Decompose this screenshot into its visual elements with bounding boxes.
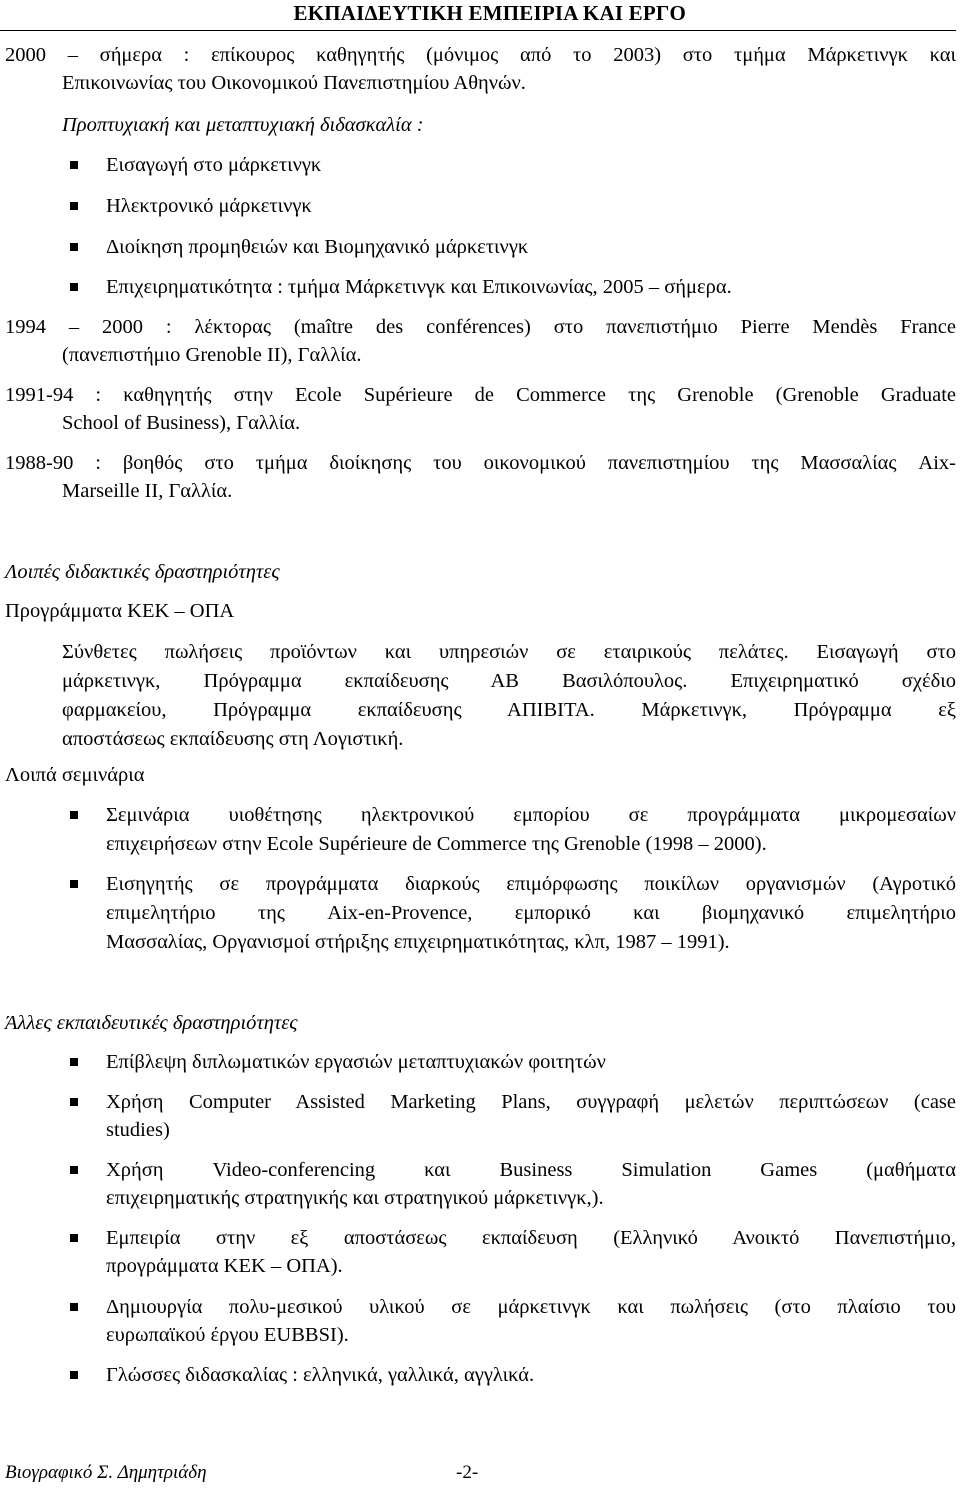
seminar-line: επιμελητήριο της Aix-en-Provence, εμπορικό και βιομηχανικό επιμελητήριο: [106, 902, 956, 924]
other-edu-line: Γλώσσες διδασκαλίας : ελληνικά, γαλλικά, αγγλικά.: [106, 1364, 535, 1386]
footer-author: Βιογραφικό Σ. Δημητριάδη: [5, 1462, 207, 1483]
other-edu-line: προγράμματα ΚΕΚ – ΟΠΑ).: [106, 1255, 343, 1277]
seminar-line: επιχειρήσεων στην Ecole Supérieure de Commerce της Grenoble (1998 – 2000).: [106, 833, 767, 855]
bullet-square-icon: [70, 1371, 78, 1379]
bullet-square-icon: [70, 1098, 78, 1106]
programs-line: Σύνθετες πωλήσεις προϊόντων και υπηρεσιών σε εταιρικούς πελάτες. Εισαγωγή στο: [62, 641, 956, 663]
bullet-square-icon: [70, 1303, 78, 1311]
bullet-square-icon: [70, 1058, 78, 1066]
other-edu-line: Επίβλεψη διπλωματικών εργασιών μεταπτυχιακών φοιτητών: [106, 1051, 606, 1073]
seminar-line: Εισηγητής σε προγράμματα διαρκούς επιμόρφωσης ποικίλων οργανισμών (Αγροτικό: [106, 873, 956, 895]
bullet-square-icon: [70, 1166, 78, 1174]
bullet-square-icon: [70, 1234, 78, 1242]
teaching-item: Διοίκηση προμηθειών και Βιομηχανικό μάρκετινγκ: [106, 236, 529, 258]
bullet-square-icon: [70, 283, 78, 291]
entry-1991-line2: School of Business), Γαλλία.: [62, 412, 301, 434]
other-edu-heading: Άλλες εκπαιδευτικές δραστηριότητες: [5, 1012, 298, 1034]
bullet-square-icon: [70, 811, 78, 819]
entry-1994-line2: (πανεπιστήμιο Grenoble II), Γαλλία.: [62, 344, 362, 366]
other-edu-line: επιχειρηματικής στρατηγικής και στρατηγικού μάρκετινγκ,).: [106, 1187, 604, 1209]
seminar-line: Μασσαλίας, Οργανισμοί στήριξης επιχειρηματικότητας, κλπ, 1987 – 1991).: [106, 931, 730, 953]
programs-line: μάρκετινγκ, Πρόγραμμα εκπαίδευσης ΑΒ Βασιλόπουλος. Επιχειρηματικό σχέδιο: [62, 670, 956, 692]
bullet-square-icon: [70, 880, 78, 888]
programs-label: Προγράμματα ΚΕΚ – ΟΠΑ: [5, 600, 235, 622]
seminar-line: Σεμινάρια υιοθέτησης ηλεκτρονικού εμπορίου σε προγράμματα μικρομεσαίων: [106, 804, 956, 826]
page-number: -2-: [456, 1462, 479, 1483]
teaching-item: Εισαγωγή στο μάρκετινγκ: [106, 154, 322, 176]
programs-line: φαρμακείου, Πρόγραμμα εκπαίδευσης ΑΠΙΒΙΤΑ. Μάρκετινγκ, Πρόγραμμα εξ: [62, 699, 956, 721]
entry-2000-line1: 2000 – σήμερα : επίκουρος καθηγητής (μόνιμος από το 2003) στο τμήμα Μάρκετινγκ και: [5, 44, 956, 66]
page-header: [0, 0, 956, 31]
seminars-label: Λοιπά σεμινάρια: [5, 764, 145, 786]
section-title: ΕΚΠΑΙΔΕΥΤΙΚΗ ΕΜΠΕΙΡΙΑ ΚΑΙ ΕΡΓΟ: [293, 1, 686, 25]
teaching-item: Επιχειρηματικότητα : τμήμα Μάρκετινγκ και Επικοινωνίας, 2005 – σήμερα.: [106, 276, 732, 298]
programs-line: αποστάσεως εκπαίδευσης στη Λογιστική.: [62, 728, 404, 750]
other-edu-line: studies): [106, 1119, 170, 1141]
other-edu-line: ευρωπαϊκού έργου EUBBSI).: [106, 1324, 349, 1346]
bullet-square-icon: [70, 243, 78, 251]
teaching-item: Ηλεκτρονικό μάρκετινγκ: [106, 195, 312, 217]
other-edu-line: Χρήση Video-conferencing και Business Simulation Games (μαθήματα: [106, 1159, 956, 1181]
entry-1991-line1: 1991-94 : καθηγητής στην Ecole Supérieure de Commerce της Grenoble (Grenoble Graduate: [5, 384, 956, 406]
entry-1994-line1: 1994 – 2000 : λέκτορας (maître des conférences) στο πανεπιστήμιο Pierre Mendès France: [5, 316, 956, 338]
other-edu-line: Δημιουργία πολυ-μεσικού υλικού σε μάρκετινγκ και πωλήσεις (στο πλαίσιο του: [106, 1296, 956, 1318]
entry-1988-line1: 1988-90 : βοηθός στο τμήμα διοίκησης του οικονομικού πανεπιστημίου της Μασσαλίας Aix-: [5, 452, 956, 474]
other-edu-line: Εμπειρία στην εξ αποστάσεως εκπαίδευση (Ελληνικό Ανοικτό Πανεπιστήμιο,: [106, 1227, 956, 1249]
entry-1988-line2: Marseille II, Γαλλία.: [62, 480, 233, 502]
other-teaching-heading: Λοιπές διδακτικές δραστηριότητες: [5, 561, 280, 583]
entry-2000-line2: Επικοινωνίας του Οικονομικού Πανεπιστημίου Αθηνών.: [62, 72, 526, 94]
other-edu-line: Χρήση Computer Assisted Marketing Plans, συγγραφή μελετών περιπτώσεων (case: [106, 1091, 956, 1113]
bullet-square-icon: [70, 161, 78, 169]
teaching-heading: Προπτυχιακή και μεταπτυχιακή διδασκαλία :: [62, 114, 424, 136]
bullet-square-icon: [70, 202, 78, 210]
